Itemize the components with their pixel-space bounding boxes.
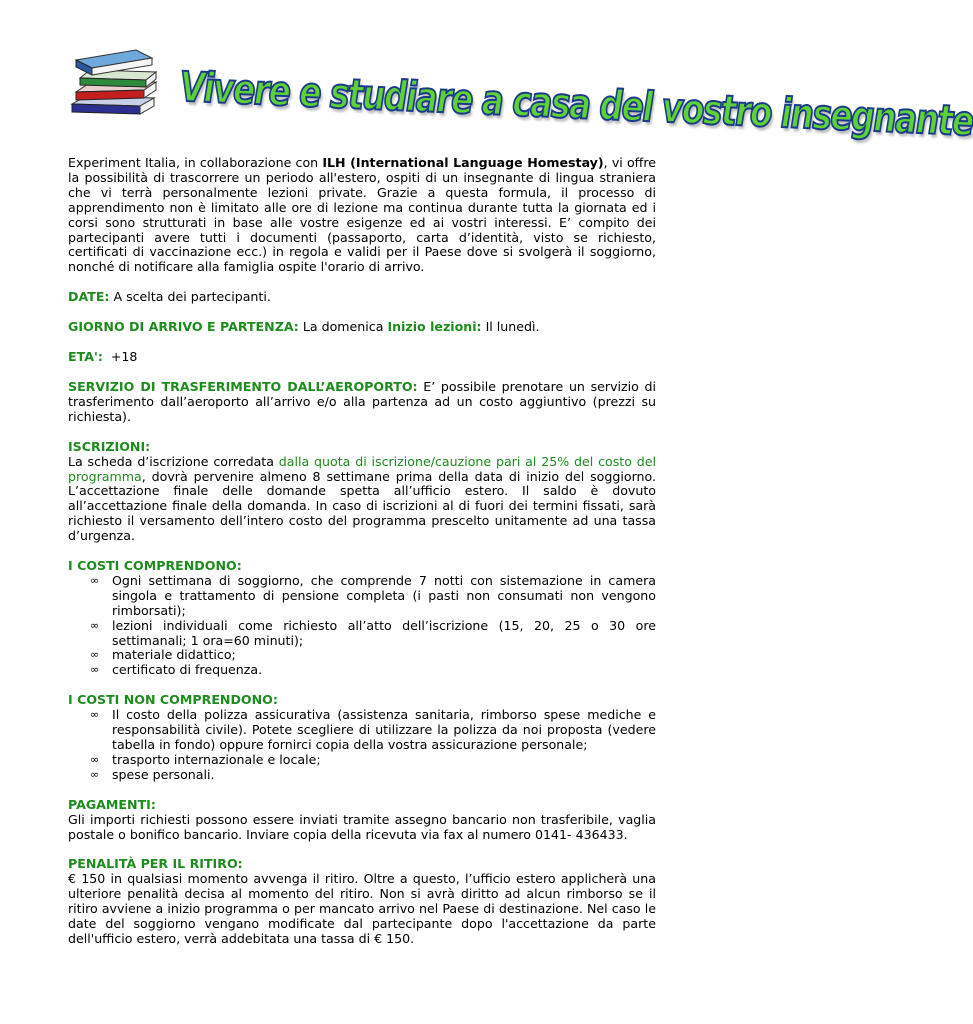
intro-bold-ilh: ILH (International Language Homestay) (322, 155, 604, 170)
enrollment-text-1: La scheda d’iscrizione corredata (68, 453, 279, 469)
list-item: ∞ trasporto internazionale e locale; (90, 751, 321, 767)
intro-text-2: , vi offre la possibilità di trascorrere un periodo all'estero, ospiti di un insegnante di lingua straniera che vi terrà personalmente lezioni private. Grazie a questa formula, il processo di apprendimento non è limitato alle ore di lezione ma continua durante tutta la giornata ed i corsi sono strutturati in base alle vostre esigenze ed ai vostri interessi. E’ compito dei partecipanti avere tutti i documenti (passaporto, carta d’identità, visto se richiesto, certificati di vaccinazione ecc.) in regola e validi per il Paese dove si svolgerà il soggiorno, nonché di notificare alla famiglia ospite l'orario di arrivo. (68, 155, 656, 275)
transfer-text: E’ possibile prenotare un servizio di trasferimento dall’aeroporto all’arrivo e/o alla partenza ad un costo aggiuntivo (prezzi su richiesta). (68, 378, 656, 424)
list-item: ∞ Il costo della polizza assicurativa (assistenza sanitaria, rimborso spese mediche e responsabilità civile). Potete scegliere di utilizzare la polizza da noi proposta (vedere tabella in fondo) oppure fornirci copia della vostra assicurazione personale; (90, 707, 656, 752)
penalty-label: PENALITÀ PER IL RITIRO: (68, 856, 243, 872)
enrollment-text-2: , dovrà pervenire almeno 8 settimane prima della data di inizio del soggiorno. L’accettazione finale delle domande spetta all’ufficio estero. Il saldo è dovuto all’accettazione finale della domanda. In caso di iscrizioni al di fuori dei termini fissati, sarà richiesto il versamento dell’intero costo del programma prescelto unitamente ad una tassa d’urgenza. (68, 468, 656, 544)
enrollment-text (68, 455, 656, 544)
date-text: A scelta dei partecipanti. (109, 289, 271, 305)
age-text: +18 (102, 349, 138, 365)
payments-label: PAGAMENTI: (68, 796, 156, 812)
payments-text: Gli importi richiesti possono essere inviati tramite assegno bancario non trasferibile, vaglia postale o bonifico bancario. Inviare copia della ricevuta via fax al numero 0141- 436433. (68, 811, 656, 842)
infinity-bullet-icon: ∞ (90, 663, 100, 677)
arrival-label: GIORNO DI ARRIVO E PARTENZA: (68, 319, 299, 335)
infinity-bullet-icon: ∞ (90, 573, 100, 587)
infinity-bullet-icon: ∞ (90, 648, 100, 662)
enrollment-label: ISCRIZIONI: (68, 438, 151, 454)
intro-text-1: Experiment Italia, in collaborazione con (68, 155, 323, 170)
list-item: ∞ lezioni individuali come richiesto all’atto dell’iscrizione (15, 20, 25 o 30 ore settimanali; 1 ora=60 minuti); (90, 617, 656, 648)
list-item: ∞ spese personali. (90, 766, 215, 782)
list-item: ∞ materiale didattico; (90, 647, 236, 663)
infinity-bullet-icon: ∞ (90, 618, 100, 632)
arrival-text: La domenica (298, 319, 388, 335)
lessons-start-text: Il lunedì. (481, 319, 540, 335)
lessons-start-label: Inizio lezioni: (387, 319, 482, 335)
included-label: I COSTI COMPRENDONO: (68, 558, 242, 574)
arrival-section (68, 320, 656, 335)
infinity-bullet-icon: ∞ (90, 767, 100, 781)
intro-paragraph (68, 156, 656, 275)
books-stack-icon (66, 48, 162, 118)
document-body (68, 156, 656, 947)
not-included-list (68, 708, 656, 783)
infinity-bullet-icon: ∞ (90, 708, 100, 722)
not-included-label: I COSTI NON COMPRENDONO: (68, 692, 278, 708)
list-item: ∞ certificato di frequenza. (90, 662, 263, 678)
age-label: ETA': (68, 349, 103, 365)
infinity-bullet-icon: ∞ (90, 752, 100, 766)
date-label: DATE: (68, 289, 110, 305)
page-title: Vivere e studiare a casa del vostro insegnante (180, 62, 973, 146)
included-list (68, 574, 656, 678)
transfer-label: SERVIZIO DI TRASFERIMENTO DALL’AEROPORTO: (68, 378, 418, 394)
list-item: ∞ Ogni settimana di soggiorno, che comprende 7 notti con sistemazione in camera singola e trattamento di pensione completa (i pasti non consumati non vengono rimborsati); (90, 572, 656, 618)
enrollment-deposit-text: dalla quota di iscrizione/cauzione pari al 25% del costo del programma (68, 453, 657, 484)
date-section (68, 290, 656, 305)
transfer-section (68, 380, 656, 425)
page-header (0, 0, 973, 150)
age-section (68, 350, 656, 365)
penalty-text: € 150 in qualsiasi momento avvenga il ritiro. Oltre a questo, l’ufficio estero applicherà una ulteriore penalità decisa al momento del ritiro. Non si avrà diritto ad alcun rimborso se il ritiro avviene a inizio programma o per mancato arrivo nel Paese di destinazione. Nel caso le date del soggiorno vengano modificate dal partecipante dopo l'accettazione da parte dell'ufficio estero, verrà addebitata una tassa di € 150. (68, 871, 656, 946)
